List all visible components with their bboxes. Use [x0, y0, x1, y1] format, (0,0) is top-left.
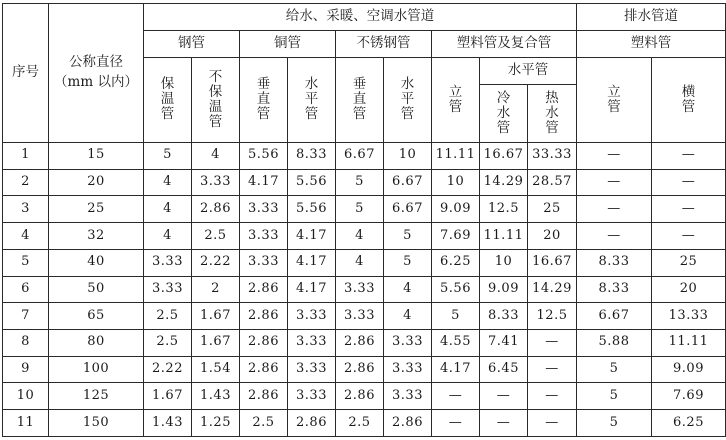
cell-steel-uninsulated: 2 — [192, 276, 240, 303]
cell-stainless-horizontal: 5 — [384, 223, 432, 250]
table-body — [3, 143, 726, 437]
cell-copper-vertical: 4.17 — [240, 169, 288, 196]
cell-seq: 11 — [3, 410, 49, 437]
cell-pc-cold: 9.09 — [480, 276, 528, 303]
cell-drain-riser: 8.33 — [577, 249, 652, 276]
cell-stainless-vertical: 6.67 — [336, 143, 384, 170]
cell-copper-horizontal: 4.17 — [288, 276, 336, 303]
cell-drain-riser: 6.67 — [577, 303, 652, 330]
cell-copper-horizontal: 4.17 — [288, 223, 336, 250]
cell-pc-riser: 11.11 — [432, 143, 480, 170]
cell-drain-riser: — — [577, 169, 652, 196]
cell-pc-riser: 4.55 — [432, 330, 480, 357]
cell-stainless-vertical: 2.86 — [336, 356, 384, 383]
table-row — [3, 330, 726, 357]
cell-stainless-horizontal: 2.86 — [384, 410, 432, 437]
cell-seq: 8 — [3, 330, 49, 357]
cell-copper-vertical: 3.33 — [240, 196, 288, 223]
header-steel-insulated-label: 保温管 — [160, 76, 175, 123]
cell-drain-riser: 5.88 — [577, 330, 652, 357]
cell-drain-riser: 5 — [577, 383, 652, 410]
cell-pc-hot: 25 — [528, 196, 577, 223]
cell-seq: 9 — [3, 356, 49, 383]
cell-pc-riser: 10 — [432, 169, 480, 196]
cell-diameter: 65 — [49, 303, 144, 330]
header-copper-vertical — [240, 58, 288, 143]
cell-drain-horizontal: 9.09 — [652, 356, 726, 383]
table-row — [3, 410, 726, 437]
cell-stainless-horizontal: 5 — [384, 249, 432, 276]
cell-stainless-vertical: 5 — [336, 169, 384, 196]
cell-stainless-vertical: 5 — [336, 196, 384, 223]
header-group-drain: 排水管道 — [577, 4, 726, 31]
header-copper: 铜管 — [240, 31, 336, 58]
header-drain-riser-label: 立管 — [607, 83, 621, 115]
cell-steel-insulated: 5 — [144, 143, 192, 170]
cell-drain-horizontal: — — [652, 143, 726, 170]
table-row — [3, 223, 726, 250]
header-copper-horizontal-label: 水平管 — [304, 76, 319, 123]
header-pc-horizontal: 水平管 — [480, 58, 577, 85]
cell-copper-vertical: 2.5 — [240, 410, 288, 437]
header-pc-riser — [432, 58, 480, 143]
cell-drain-horizontal: 13.33 — [652, 303, 726, 330]
cell-diameter: 150 — [49, 410, 144, 437]
cell-stainless-vertical: 3.33 — [336, 276, 384, 303]
cell-drain-horizontal: 20 — [652, 276, 726, 303]
cell-diameter: 25 — [49, 196, 144, 223]
header-diameter-label: 公称直径 — [69, 54, 123, 71]
cell-copper-vertical: 3.33 — [240, 249, 288, 276]
header-steel: 钢管 — [144, 31, 240, 58]
cell-drain-horizontal: 25 — [652, 249, 726, 276]
cell-diameter: 20 — [49, 169, 144, 196]
header-stainless-vertical — [336, 58, 384, 143]
header-pc-hot-label: 热水管 — [545, 89, 559, 136]
header-plastic: 塑料管 — [577, 31, 726, 58]
cell-copper-horizontal: 3.33 — [288, 356, 336, 383]
cell-steel-insulated: 2.5 — [144, 303, 192, 330]
cell-drain-horizontal: — — [652, 223, 726, 250]
header-steel-uninsulated — [192, 58, 240, 143]
cell-drain-riser: 5 — [577, 356, 652, 383]
cell-steel-uninsulated: 1.67 — [192, 330, 240, 357]
table-row — [3, 383, 726, 410]
cell-copper-vertical: 2.86 — [240, 356, 288, 383]
header-stainless-vertical-label: 垂直管 — [352, 76, 367, 123]
header-drain-horizontal — [652, 58, 726, 143]
cell-diameter: 15 — [49, 143, 144, 170]
cell-pc-riser: 9.09 — [432, 196, 480, 223]
cell-seq: 2 — [3, 169, 49, 196]
header-pc-hot — [528, 85, 577, 143]
header-drain-horizontal-label: 横管 — [681, 83, 696, 115]
cell-pc-riser: 5 — [432, 303, 480, 330]
cell-seq: 4 — [3, 223, 49, 250]
cell-pc-cold: 16.67 — [480, 143, 528, 170]
cell-pc-cold: 8.33 — [480, 303, 528, 330]
cell-stainless-horizontal: 6.67 — [384, 169, 432, 196]
header-pc-cold-label: 冷水管 — [496, 89, 511, 136]
cell-steel-insulated: 4 — [144, 223, 192, 250]
cell-stainless-vertical: 2.5 — [336, 410, 384, 437]
header-group-supply: 给水、采暖、空调水管道 — [144, 4, 577, 31]
header-diameter-unit: （mm 以内） — [54, 74, 138, 90]
cell-stainless-vertical: 2.86 — [336, 383, 384, 410]
cell-steel-insulated: 4 — [144, 196, 192, 223]
cell-stainless-horizontal: 3.33 — [384, 356, 432, 383]
header-drain-riser — [577, 58, 652, 143]
cell-stainless-horizontal: 6.67 — [384, 196, 432, 223]
cell-seq: 6 — [3, 276, 49, 303]
cell-pc-hot: 28.57 — [528, 169, 577, 196]
cell-pc-hot: — — [528, 330, 577, 357]
table-row — [3, 356, 726, 383]
cell-stainless-vertical: 2.86 — [336, 330, 384, 357]
cell-steel-uninsulated: 1.54 — [192, 356, 240, 383]
cell-seq: 7 — [3, 303, 49, 330]
cell-copper-vertical: 2.86 — [240, 276, 288, 303]
cell-copper-horizontal: 3.33 — [288, 383, 336, 410]
cell-pc-hot: 16.67 — [528, 249, 577, 276]
cell-copper-vertical: 2.86 — [240, 303, 288, 330]
cell-stainless-horizontal: 10 — [384, 143, 432, 170]
cell-pc-riser: — — [432, 383, 480, 410]
cell-stainless-horizontal: 3.33 — [384, 383, 432, 410]
cell-copper-vertical: 2.86 — [240, 330, 288, 357]
cell-drain-horizontal: — — [652, 169, 726, 196]
cell-diameter: 50 — [49, 276, 144, 303]
cell-pc-hot: 12.5 — [528, 303, 577, 330]
cell-steel-insulated: 3.33 — [144, 276, 192, 303]
cell-pc-cold: 12.5 — [480, 196, 528, 223]
cell-pc-cold: 11.11 — [480, 223, 528, 250]
cell-seq: 10 — [3, 383, 49, 410]
cell-stainless-vertical: 3.33 — [336, 303, 384, 330]
cell-steel-uninsulated: 2.22 — [192, 249, 240, 276]
cell-steel-uninsulated: 1.67 — [192, 303, 240, 330]
cell-drain-riser: — — [577, 196, 652, 223]
cell-steel-uninsulated: 2.5 — [192, 223, 240, 250]
cell-steel-uninsulated: 4 — [192, 143, 240, 170]
cell-pc-riser: 6.25 — [432, 249, 480, 276]
cell-steel-insulated: 1.67 — [144, 383, 192, 410]
cell-pc-cold: 14.29 — [480, 169, 528, 196]
cell-copper-vertical: 2.86 — [240, 383, 288, 410]
header-steel-uninsulated-label: 不保温管 — [208, 68, 223, 130]
cell-pc-cold: 10 — [480, 249, 528, 276]
header-pc-riser-label: 立管 — [448, 83, 463, 115]
cell-pc-hot: — — [528, 410, 577, 437]
cell-pc-hot: 33.33 — [528, 143, 577, 170]
cell-steel-uninsulated: 3.33 — [192, 169, 240, 196]
cell-steel-insulated: 2.5 — [144, 330, 192, 357]
cell-copper-horizontal: 2.86 — [288, 410, 336, 437]
cell-pc-riser: 4.17 — [432, 356, 480, 383]
cell-drain-riser: — — [577, 143, 652, 170]
header-diameter — [49, 4, 144, 143]
header-plastic-composite: 塑料管及复合管 — [432, 31, 577, 58]
cell-drain-riser: 8.33 — [577, 276, 652, 303]
cell-steel-uninsulated: 1.43 — [192, 383, 240, 410]
cell-pc-riser: 7.69 — [432, 223, 480, 250]
cell-copper-horizontal: 4.17 — [288, 249, 336, 276]
header-stainless: 不锈钢管 — [336, 31, 432, 58]
cell-pc-cold: — — [480, 410, 528, 437]
cell-copper-vertical: 3.33 — [240, 223, 288, 250]
table-row — [3, 249, 726, 276]
cell-diameter: 100 — [49, 356, 144, 383]
pipe-support-spacing-table — [2, 3, 726, 437]
cell-copper-vertical: 5.56 — [240, 143, 288, 170]
cell-seq: 1 — [3, 143, 49, 170]
cell-stainless-horizontal: 4 — [384, 276, 432, 303]
cell-copper-horizontal: 8.33 — [288, 143, 336, 170]
cell-steel-insulated: 1.43 — [144, 410, 192, 437]
cell-pc-hot: 14.29 — [528, 276, 577, 303]
cell-steel-insulated: 3.33 — [144, 249, 192, 276]
cell-stainless-horizontal: 4 — [384, 303, 432, 330]
header-steel-insulated — [144, 58, 192, 143]
cell-stainless-horizontal: 3.33 — [384, 330, 432, 357]
table-row — [3, 143, 726, 170]
header-pc-cold — [480, 85, 528, 143]
cell-diameter: 80 — [49, 330, 144, 357]
cell-diameter: 40 — [49, 249, 144, 276]
cell-seq: 5 — [3, 249, 49, 276]
cell-pc-hot: — — [528, 383, 577, 410]
cell-diameter: 125 — [49, 383, 144, 410]
cell-pc-riser: — — [432, 410, 480, 437]
cell-steel-uninsulated: 1.25 — [192, 410, 240, 437]
cell-drain-horizontal: — — [652, 196, 726, 223]
cell-pc-cold: — — [480, 383, 528, 410]
cell-steel-insulated: 4 — [144, 169, 192, 196]
cell-drain-horizontal: 11.11 — [652, 330, 726, 357]
table-row — [3, 196, 726, 223]
cell-drain-horizontal: 6.25 — [652, 410, 726, 437]
cell-pc-cold: 7.41 — [480, 330, 528, 357]
cell-pc-cold: 6.45 — [480, 356, 528, 383]
table-row — [3, 303, 726, 330]
header-stainless-horizontal-label: 水平管 — [400, 76, 415, 123]
cell-steel-uninsulated: 2.86 — [192, 196, 240, 223]
header-stainless-horizontal — [384, 58, 432, 143]
cell-steel-insulated: 2.22 — [144, 356, 192, 383]
cell-copper-horizontal: 3.33 — [288, 303, 336, 330]
cell-drain-riser: — — [577, 223, 652, 250]
header-copper-vertical-label: 垂直管 — [256, 76, 271, 123]
table-row — [3, 169, 726, 196]
cell-copper-horizontal: 3.33 — [288, 330, 336, 357]
cell-seq: 3 — [3, 196, 49, 223]
header-seq: 序号 — [3, 4, 49, 143]
table-row — [3, 276, 726, 303]
cell-pc-riser: 5.56 — [432, 276, 480, 303]
cell-pc-hot: — — [528, 356, 577, 383]
cell-drain-horizontal: 7.69 — [652, 383, 726, 410]
cell-stainless-vertical: 4 — [336, 249, 384, 276]
header-copper-horizontal — [288, 58, 336, 143]
cell-copper-horizontal: 5.56 — [288, 196, 336, 223]
cell-diameter: 32 — [49, 223, 144, 250]
cell-copper-horizontal: 5.56 — [288, 169, 336, 196]
cell-pc-hot: 20 — [528, 223, 577, 250]
cell-drain-riser: 5 — [577, 410, 652, 437]
cell-stainless-vertical: 4 — [336, 223, 384, 250]
